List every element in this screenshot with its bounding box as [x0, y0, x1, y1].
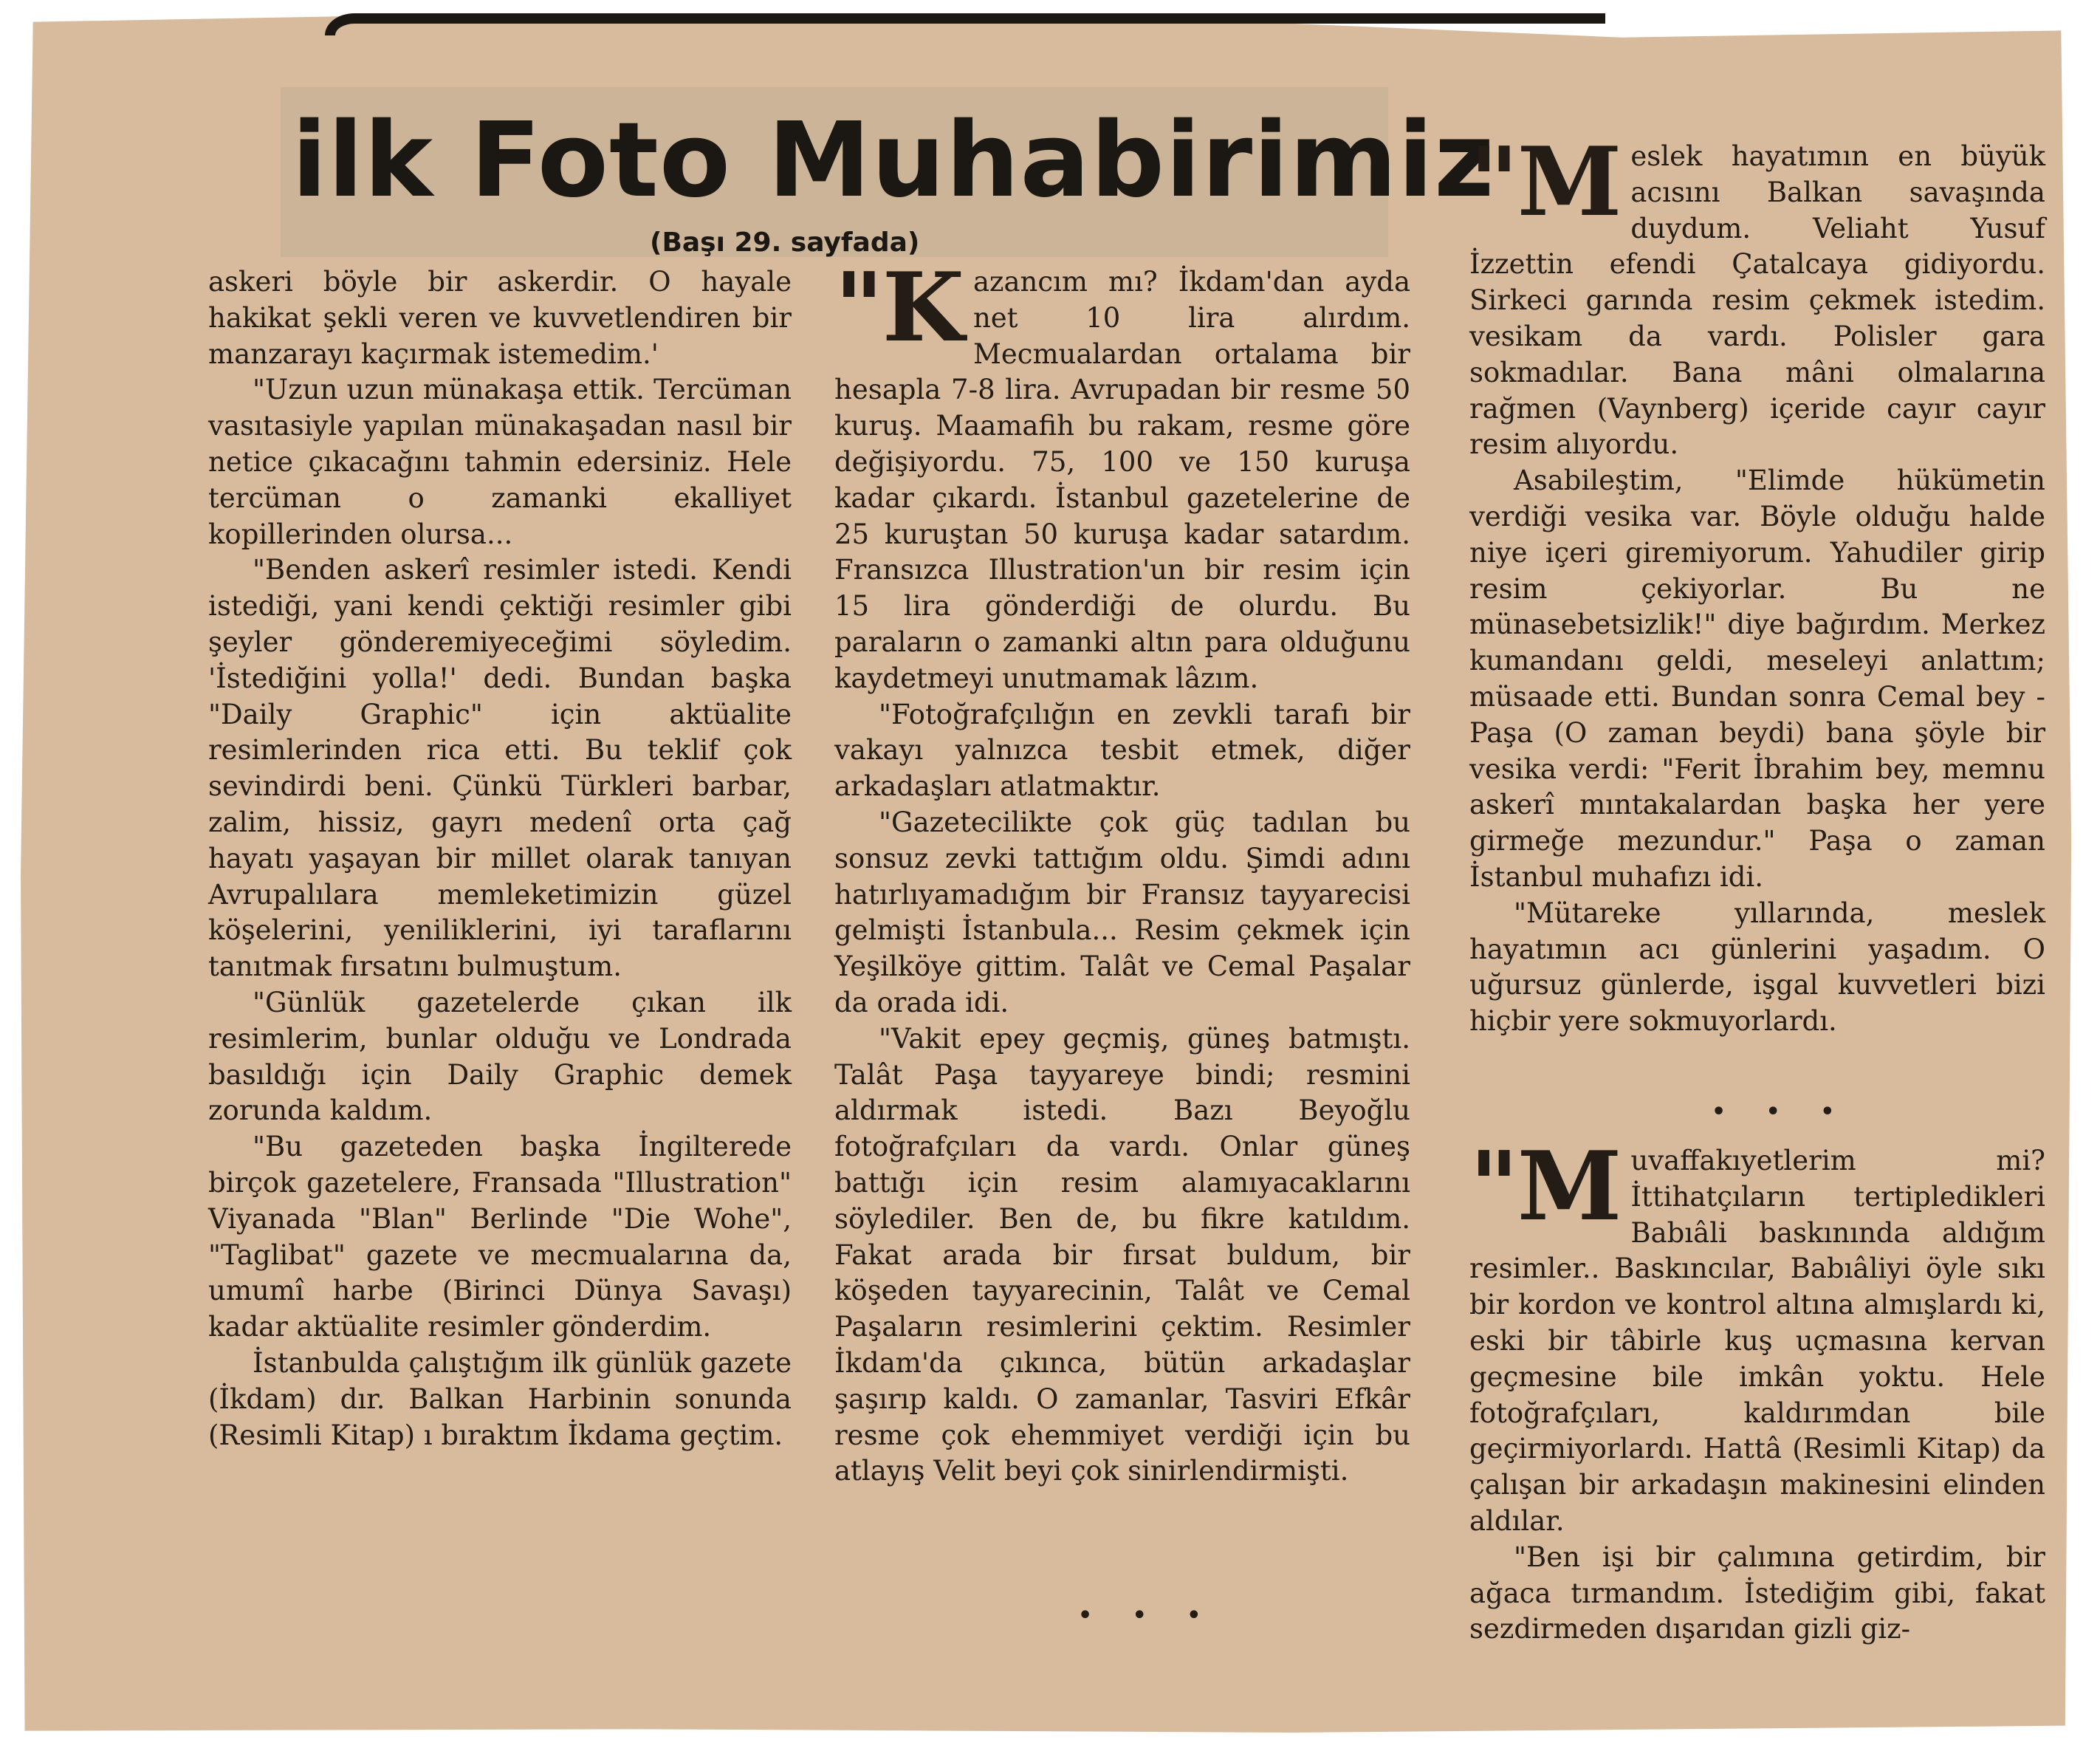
- section-separator: • • •: [1712, 1099, 1851, 1125]
- paragraph: "Gazetecilikte çok güç tadılan bu sonsuz zevki tattığım oldu. Şimdi adını hatırlıyamadığım bir Fransız tayyarecisi gelmişti İstanbula... Resim çekmek için Yeşilköye gittim. Talât ve Cemal Paşalar da orada idi.: [834, 806, 1410, 1018]
- paragraph: "Ben işi bir çalımına getirdim, bir ağaca tırmandım. İstediğim gibi, fakat sezdirmeden dışarıdan gizli giz-: [1469, 1541, 2045, 1645]
- article-column-1: [208, 264, 792, 1453]
- paragraph-text: uvaffakıyetlerim mi? İttihatçıların tertipledikleri Babıâli baskınında aldığım resimler.. Baskıncılar, Babıâliyi öyle sıkı bir kordon ve kontrol altına almışlardı ki, eski bir tâbirle kuş uçmasına kervan geçmesine bile imkân yoktu. Hele fotoğrafçıları, kaldırımdan bile geçirmiyorlardı. Hattâ (Resimli Kitap) da çalışan bir arkadaşın makinesini elinden aldılar.: [1469, 1145, 2045, 1537]
- paragraph: Asabileştim, "Elimde hükümetin verdiği vesika var. Böyle olduğu halde niye içeri giremiyorum. Yahudiler girip resim çekiyorlar. Bu ne münasebetsizlik!" diye bağırdım. Merkez kumandanı geldi, meseleyi anlattım; müsaade etti. Bundan sonra Cemal bey - Paşa (O zaman beydi) bana şöyle bir vesika verdi: "Ferit İbrahim bey, memnu askerî mıntakalardan başka her yere girmeğe mezundur." Paşa o zaman İstanbul muhafızı idi.: [1469, 465, 2045, 893]
- paragraph-text: azancım mı? İkdam'dan ayda net 10 lira alırdım. Mecmualardan ortalama bir hesapla 7-8 lira. Avrupadan bir resme 50 kuruş. Maamafih bu rakam, resme göre değişiyordu. 75, 100 ve 150 kuruşa kadar çıkardı. İstanbul gazetelerine de 25 kuruştan 50 kuruşa kadar satardım. Fransızca Illustration'un bir resim için 15 lira gönderdiği de olurdu. Bu paraların o zamanki altın para olduğunu kaydetmeyi unutmamak lâzım.: [834, 266, 1410, 694]
- paragraph: "Günlük gazetelerde çıkan ilk resimlerim, bunlar olduğu ve Londrada basıldığı için Daily Graphic demek zorunda kaldım.: [208, 986, 792, 1127]
- paragraph-text: eslek hayatımın en büyük acısını Balkan savaşında duydum. Veliaht Yusuf İzzettin efendi Çatalcaya gidiyordu. Sirkeci garında resim çekmek istedim. vesikam da vardı. Polisler gara sokmadılar. Bana mâni olmalarına rağmen (Vaynberg) içeride cayır cayır resim alıyordu.: [1469, 140, 2045, 461]
- article-column-3-section-2: [1469, 1131, 2045, 1648]
- paragraph: [1469, 1131, 2045, 1540]
- paragraph: "Benden askerî resimler istedi. Kendi istediği, yani kendi çektiği resimler gibi şeyler gönderemiyeceğimi söyledim. 'İstediğini yolla!' dedi. Bundan başka "Daily Graphic" için aktüalite resimlerinden rica etti. Bu teklif çok sevindirdi beni. Çünkü Türkleri barbar, zalim, hissiz, gayrı medenî orta çağ hayatı yaşayan bir millet olarak tanıyan Avrupalılara memleketimizin güzel köşelerini, yeniliklerini, iyi taraflarını tanıtmak fırsatını bulmuştum.: [208, 554, 792, 983]
- headline: ilk Foto Muhabirimiz: [292, 100, 1495, 221]
- drop-cap: "M: [1469, 127, 1621, 238]
- paragraph: askeri böyle bir askerdir. O hayale hakikat şekli veren ve kuvvetlendiren bir manzarayı kaçırmak istemedim.': [208, 266, 792, 370]
- paragraph: İstanbulda çalıştığım ilk günlük gazete (İkdam) dır. Balkan Harbinin sonunda (Resimli Kitap) ı bıraktım İkdama geçtim.: [208, 1346, 792, 1451]
- paragraph: [834, 253, 1410, 697]
- article-column-2: [834, 253, 1410, 1490]
- paragraph: [1469, 127, 2045, 463]
- paragraph: "Mütareke yıllarında, meslek hayatımın acı günlerini yaşadım. O uğursuz günlerde, işgal kuvvetleri bizi hiçbir yere sokmuyorlardı.: [1469, 897, 2045, 1038]
- drop-cap: "M: [1469, 1131, 1621, 1242]
- continuation-note: (Başı 29. sayfada): [650, 227, 920, 258]
- paragraph: "Bu gazeteden başka İngilterede birçok gazetelere, Fransada "Illustration" Viyanada "Blan" Berlinde "Die Wohe", "Taglibat" gazete ve mecmualarına da, umumî harbe (Birinci Dünya Savaşı) kadar aktüalite resimler gönderdim.: [208, 1131, 792, 1343]
- paragraph: "Fotoğrafçılığın en zevkli tarafı bir vakayı yalnızca tesbit etmek, diğer arkadaşları atlatmaktır.: [834, 698, 1410, 803]
- section-separator: • • •: [1078, 1603, 1218, 1628]
- paragraph: "Uzun uzun münakaşa ettik. Tercüman vasıtasiyle yapılan münakaşadan nasıl bir netice çıkacağını tahmin edersiniz. Hele tercüman o zamanki ekalliyet kopillerinden olursa...: [208, 374, 792, 550]
- article-column-3: [1469, 127, 2045, 1040]
- drop-cap: "K: [834, 253, 963, 363]
- paragraph: "Vakit epey geçmiş, güneş batmıştı. Talât Paşa tayyareye bindi; resmini aldırmak istedi. Bazı Beyoğlu fotoğrafçıları da vardı. Onlar güneş battığı için resim alamıyacaklarını söylediler. Ben de, bu fikre katıldım. Fakat arada bir fırsat buldum, bir köşeden tayyarecinin, Talât ve Cemal Paşaların resimlerini çektim. Resimler İkdam'da çıkınca, bütün arkadaşlar şaşırıp kaldı. O zamanlar, Tasviri Efkâr resme çok ehemmiyet verdiği için bu atlayış Velit beyi çok sinirlendirmişti.: [834, 1022, 1410, 1487]
- header-rule: [325, 13, 1605, 35]
